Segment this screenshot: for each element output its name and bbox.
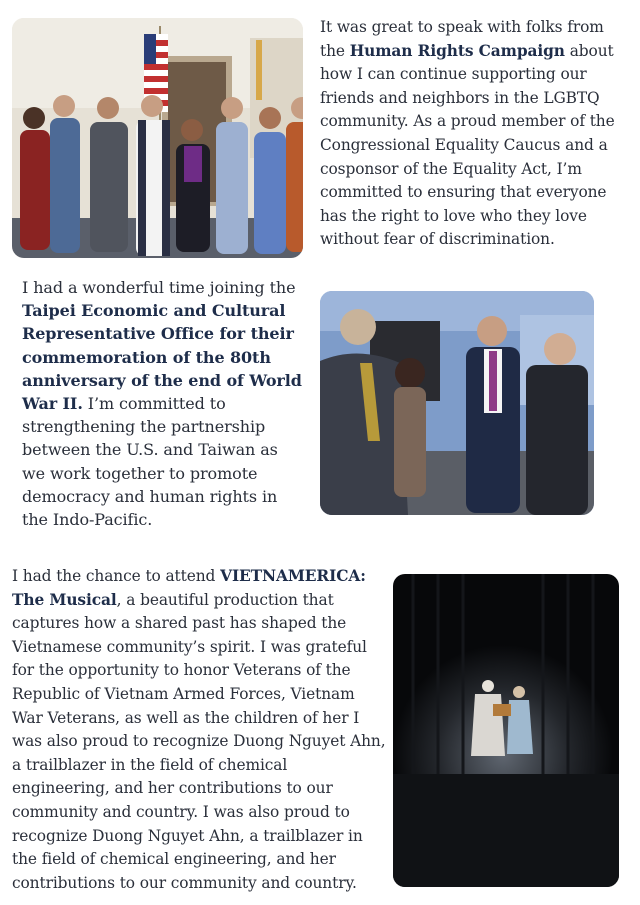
section2-body: I’m committed to strengthening the partnership between the U.S. and Taiwan as we work together to promote democracy and human rights in the Indo-Pacific. — [22, 394, 278, 530]
section1-body: about how I can continue supporting our friends and neighbors in the LGBTQ community. As a proud member of the Congressional Equality Caucus and a cosponsor of the Equality Act, I’m committed to ensuring that everyone has the right to love who they love without fear of discrimination. — [320, 41, 615, 249]
section1-highlight: Human Rights Campaign — [349, 41, 565, 60]
section3-highlight: VIETNAMERICA: The Musical — [12, 567, 366, 609]
section2-highlight: Taipei Economic and Cultural Representative Office for their commemoration of the 80th anniversary of the end of World War II. — [22, 301, 302, 414]
section3-intro: I had the chance to attend — [12, 567, 221, 585]
section1-text — [320, 16, 632, 252]
section3-text — [12, 565, 388, 895]
section3-body: , a beautiful production that captures how a shared past has shaped the Vietnamese community’s spirit. I was grateful for the opportunity to honor Veterans of the Republic of Vietnam Armed Forces, Vietnam War Veterans, as well as the children of her I was also proud to recognize Duong Nguyet Ahn, a trailblazer in the field of chemical engineering, and her contributions to our community and country. I was also proud to recognize Duong Nguyet Ahn, a trailblazer in the field of chemical engineering, and her contributions to our community and country. — [12, 590, 386, 892]
section2-text — [22, 276, 302, 531]
section1-intro: It was great to speak with folks from the — [320, 18, 604, 60]
photo-vietnamerica-stage — [393, 574, 619, 887]
photo-human-rights-campaign — [12, 18, 303, 258]
photo-taipei-office — [320, 291, 594, 515]
section2-intro: I had a wonderful time joining the — [22, 278, 296, 297]
